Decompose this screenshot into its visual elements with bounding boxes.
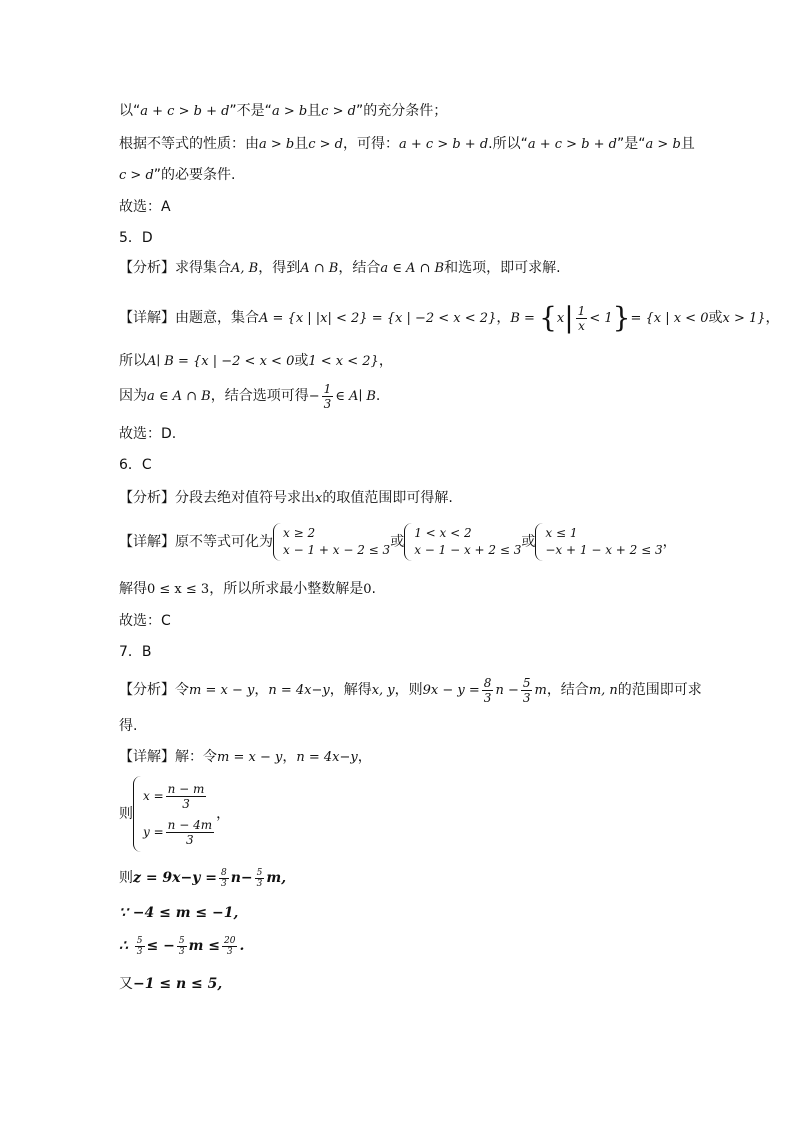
fraction <box>576 304 588 333</box>
equation-system <box>404 525 521 559</box>
math: m, <box>266 870 287 886</box>
system-brace <box>404 523 413 561</box>
analysis-line <box>119 675 702 706</box>
text: ，结合 <box>546 682 589 698</box>
fraction-denominator: 3 <box>136 946 143 957</box>
text: ，结合 <box>338 260 381 276</box>
answer-line: 故选：C <box>119 613 171 629</box>
text: 且 <box>294 136 309 152</box>
text: 的范围即可求 <box>617 682 702 698</box>
text-line <box>119 974 222 994</box>
detail-tag: 【详解】 <box>119 749 175 765</box>
system-row: x − 1 − x + 2 ≤ 3 <box>414 543 522 557</box>
text: 分段去绝对值符号求出 <box>175 490 315 506</box>
math: 9x − y = <box>422 683 480 698</box>
fraction-denominator: 3 <box>221 878 227 889</box>
math: m = x − y <box>217 750 283 765</box>
math: n = 4x−y <box>296 750 358 765</box>
analysis-tag: 【分析】 <box>119 260 175 276</box>
text: ， <box>662 534 677 550</box>
math: a + c > b + d <box>140 104 230 119</box>
fraction-denominator: 3 <box>182 797 190 811</box>
text: 且 <box>307 103 322 119</box>
system-row: x ≤ 1 <box>545 526 578 540</box>
text: ，结合选项可得 <box>210 388 309 404</box>
text-line <box>119 903 238 923</box>
math: m, n <box>588 683 618 698</box>
equation-system <box>273 525 390 559</box>
text: 或 <box>390 534 405 550</box>
answer-line: 故选：A <box>119 199 171 215</box>
fraction-denominator: 3 <box>256 878 263 889</box>
text: ， <box>216 806 231 822</box>
question-number: 5．D <box>119 230 153 246</box>
math: x <box>556 311 565 326</box>
fraction-numerator: 5 <box>256 867 263 878</box>
fraction <box>166 782 207 811</box>
text: 又 <box>119 976 133 992</box>
system-row: x ≥ 2 <box>283 526 316 540</box>
equation-system <box>133 778 216 850</box>
fraction-numerator: n − 4m <box>167 818 213 832</box>
fraction <box>219 868 229 889</box>
text: ， <box>496 310 511 326</box>
equation-system <box>535 525 662 559</box>
math: −1 ≤ n ≤ 5, <box>133 976 223 992</box>
math: n− <box>230 870 253 886</box>
text: 原不等式可化为 <box>175 534 273 550</box>
fraction-denominator: 3 <box>186 833 194 847</box>
fraction <box>222 936 237 957</box>
text: 所以 <box>119 353 147 369</box>
text: ”的必要条件. <box>153 167 236 183</box>
fraction <box>322 382 334 411</box>
math: − <box>308 389 320 404</box>
text-line <box>119 934 244 958</box>
text-line <box>119 101 447 122</box>
math: y = <box>143 825 164 839</box>
text: . <box>371 581 376 597</box>
analysis-tag: 【分析】 <box>119 490 175 506</box>
math: = {x | x < 0 <box>630 311 709 326</box>
math: 1 < x < 2} <box>308 354 379 369</box>
fraction-numerator: 20 <box>224 935 236 946</box>
math: z = 9x−y = <box>133 870 217 886</box>
text: ，解得 <box>329 682 372 698</box>
text: ，得到 <box>258 260 301 276</box>
math: c > d <box>119 168 154 183</box>
fraction-numerator: n − m <box>167 782 205 796</box>
fraction-numerator: 8 <box>221 867 227 878</box>
text: ”的充分条件； <box>355 103 448 119</box>
fraction-numerator: 1 <box>323 381 332 396</box>
text: ，所以所求最小整数解是 <box>209 581 364 597</box>
math: A ∩ B <box>300 261 339 276</box>
text: 因为 <box>119 388 147 404</box>
fraction <box>482 676 494 705</box>
text: 则 <box>119 870 133 886</box>
text: ”不是“ <box>229 103 272 119</box>
analysis-line <box>119 488 453 509</box>
fraction-denominator: 3 <box>323 396 332 411</box>
text: ”是“ <box>617 136 646 152</box>
math: m ≤ <box>188 938 221 954</box>
text-line <box>119 134 695 155</box>
text: 以“ <box>119 103 141 119</box>
text: ， <box>254 682 269 698</box>
math: x = <box>143 789 164 803</box>
text: ， <box>765 310 780 326</box>
fraction <box>135 936 145 957</box>
text: ，则 <box>394 682 423 698</box>
fraction <box>255 868 265 889</box>
math: c > d <box>321 104 356 119</box>
text-line <box>119 165 235 186</box>
text: ， <box>378 353 393 369</box>
math: a + c > b + d <box>399 137 489 152</box>
math: a ∈ A ∩ B <box>380 261 445 276</box>
math: ∵ −4 ≤ m ≤ −1, <box>119 905 239 921</box>
system-row <box>143 814 216 850</box>
math: n = 4x−y <box>268 683 330 698</box>
detail-tag: 【详解】 <box>119 534 175 550</box>
fraction <box>521 676 533 705</box>
text: 或 <box>708 310 723 326</box>
text: 根据不等式的性质：由 <box>119 136 259 152</box>
math: a > b <box>645 137 681 152</box>
answer-line: 故选：D. <box>119 426 177 442</box>
text: ，可得： <box>343 136 399 152</box>
text: 的取值范围即可得解. <box>322 490 453 506</box>
math: ≤ − <box>146 938 175 954</box>
math: 0 <box>363 582 372 597</box>
math: m <box>534 683 547 698</box>
text: 或 <box>294 353 309 369</box>
detail-line <box>119 747 372 768</box>
math: ∈ A∣ B <box>335 389 376 404</box>
divider-bar: | <box>564 301 574 334</box>
question-number: 7．B <box>119 644 152 660</box>
system-brace <box>133 776 142 852</box>
fraction-denominator: 3 <box>483 690 492 705</box>
text: 或 <box>521 534 536 550</box>
fraction-numerator: 5 <box>522 675 531 690</box>
text: 则 <box>119 806 133 822</box>
question-number: 6．C <box>119 457 152 473</box>
math: A, B <box>231 261 259 276</box>
analysis-line <box>119 258 561 279</box>
fraction-denominator: 3 <box>522 690 531 705</box>
text: 求得集合 <box>175 260 231 276</box>
text: ， <box>357 749 372 765</box>
fraction-denominator: 3 <box>226 946 233 957</box>
text: 由题意，集合 <box>175 310 259 326</box>
detail-line <box>119 303 780 333</box>
fraction-denominator: x <box>578 318 585 333</box>
math: . <box>239 938 245 954</box>
left-brace: { <box>539 301 557 334</box>
text: 令 <box>175 682 189 698</box>
right-brace: } <box>612 301 631 334</box>
fraction-denominator: 3 <box>178 946 185 957</box>
detail-tag: 【详解】 <box>119 310 175 326</box>
system-brace <box>535 523 544 561</box>
fraction <box>166 818 214 847</box>
text: . <box>375 388 381 404</box>
text: 解得 <box>119 581 147 597</box>
math: x, y <box>371 683 395 698</box>
text: .所以“ <box>488 136 528 152</box>
system-brace <box>273 523 282 561</box>
math: n − <box>495 683 519 698</box>
math: x <box>315 491 323 506</box>
math: a + c > b + d <box>527 137 618 152</box>
text-line <box>119 866 286 890</box>
system-row <box>143 778 216 814</box>
math: B = <box>510 311 540 326</box>
math: a > b <box>259 137 295 152</box>
text: 解：令 <box>175 749 217 765</box>
analysis-tag: 【分析】 <box>119 682 175 698</box>
math: a ∈ A ∩ B <box>147 389 211 404</box>
text-line <box>119 579 376 600</box>
math: A∣ B = {x | −2 < x < 0 <box>147 354 295 369</box>
text-line <box>119 351 393 372</box>
math: a > b <box>271 104 308 119</box>
equation-block <box>119 778 230 850</box>
math: < 1 <box>589 311 613 326</box>
math: ∴ <box>119 938 133 954</box>
text: 和选项，即可求解. <box>444 260 561 276</box>
fraction <box>177 936 187 957</box>
text: ， <box>282 749 297 765</box>
detail-line <box>119 522 677 562</box>
text-line <box>119 381 380 412</box>
math: m = x − y <box>189 683 255 698</box>
system-row: 1 < x < 2 <box>414 526 472 540</box>
fraction-numerator: 8 <box>483 675 492 690</box>
math: A = {x | |x| < 2} = {x | −2 < x < 2} <box>259 311 497 326</box>
math: x > 1} <box>722 311 766 326</box>
math: 0 ≤ x ≤ 3 <box>147 582 210 597</box>
text: 且 <box>680 136 695 152</box>
system-row: x − 1 + x − 2 ≤ 3 <box>283 543 391 557</box>
fraction-numerator: 1 <box>577 303 586 318</box>
math: c > d <box>308 137 343 152</box>
system-row: −x + 1 − x + 2 ≤ 3 <box>545 543 663 557</box>
fraction-numerator: 5 <box>178 935 185 946</box>
text-line: 得. <box>119 718 138 734</box>
fraction-numerator: 5 <box>136 935 143 946</box>
